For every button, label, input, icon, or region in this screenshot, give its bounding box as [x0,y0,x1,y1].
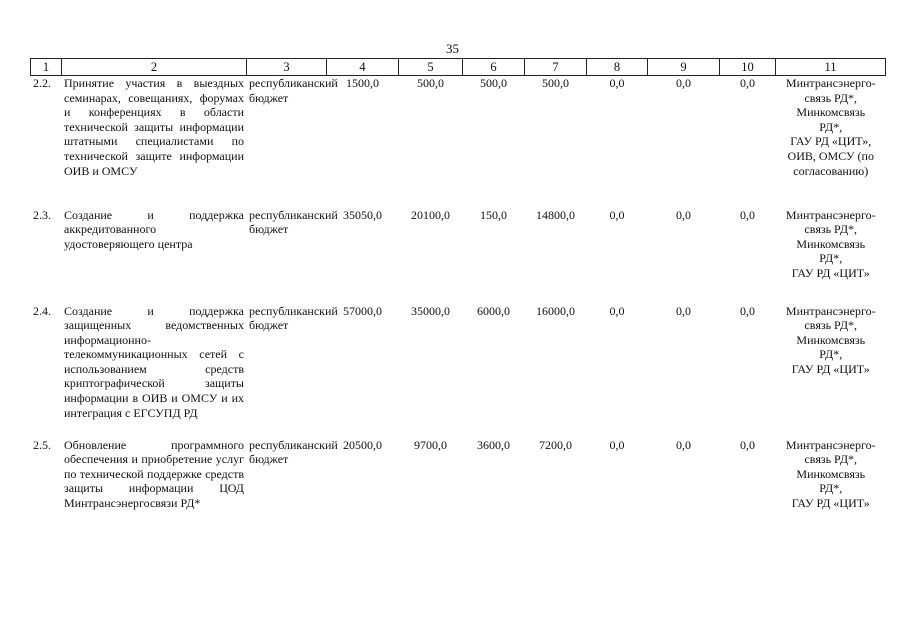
funding-source: республиканский бюджет [249,76,338,105]
program-table [30,58,886,534]
value-cell: 500,0 [417,76,444,90]
executor-line: связь РД*, [804,222,858,237]
value-cell: 0,0 [609,207,625,222]
value-cell: 1500,0 [346,76,379,90]
executor-line: Минкомсвязь [796,236,866,251]
executor-line: РД*, [819,251,843,266]
value-cell: 0,0 [609,303,625,318]
value-cell: 9700,0 [414,437,447,452]
executors-cell [776,76,886,208]
table-row [31,76,886,208]
value-cell: 0,0 [740,76,755,90]
executor-line: Минтрансэнерго- [785,207,876,222]
executor-line: РД*, [819,119,843,134]
executor-line: Минкомсвязь [796,332,866,347]
value-cell: 0,0 [609,437,625,452]
column-header: 1 [31,59,62,76]
column-header: 11 [776,59,886,76]
value-cell: 500,0 [480,76,507,90]
column-number-header-row [31,59,886,76]
row-description: Обновление программного обеспечения и приобретение услуг по технической поддержке средств защиты информации ЦОД Минтрансэнергосвязи РД* [64,437,244,510]
value-cell: 500,0 [542,76,569,90]
funding-source: республиканский бюджет [249,437,338,467]
value-cell: 16000,0 [536,303,575,318]
column-header: 2 [62,59,247,76]
value-cell: 57000,0 [343,303,382,318]
executor-line: согласованию) [793,163,869,178]
executor-line: Минкомсвязь [796,105,866,120]
executor-line: связь РД*, [804,90,858,105]
value-cell: 7200,0 [539,437,572,452]
value-cell: 20500,0 [343,437,382,452]
row-description: Принятие участия в выездных семинарах, совещаниях, форумах и конференциях в области технической защиты информации штатными специалистами по технической защите информации ОИВ и ОМСУ [64,76,244,178]
page-number: 35 [446,41,459,56]
column-header: 8 [587,59,648,76]
executor-line: ГАУ РД «ЦИТ» [791,265,870,280]
executor-line: Минтрансэнерго- [785,76,876,90]
row-number: 2.2. [33,76,51,90]
table-row [31,304,886,438]
executor-line: РД*, [819,481,843,496]
value-cell: 6000,0 [477,303,510,318]
row-number: 2.3. [33,207,51,222]
value-cell: 14800,0 [536,207,575,222]
column-header: 10 [720,59,776,76]
value-cell: 3600,0 [477,437,510,452]
funding-source: республиканский бюджет [249,303,338,333]
executor-line: ГАУ РД «ЦИТ» [791,361,870,376]
executor-line: связь РД*, [804,318,858,333]
executor-line: ОИВ, ОМСУ (по [787,148,874,163]
executors-cell [776,208,886,304]
row-number: 2.5. [33,437,51,452]
row-description: Создание и поддержка аккредитованного удостоверяющего центра [64,207,244,251]
value-cell: 20100,0 [411,207,450,222]
funding-source: республиканский бюджет [249,207,338,237]
value-cell: 35050,0 [343,207,382,222]
table-row [31,208,886,304]
value-cell: 0,0 [740,207,755,222]
column-header: 6 [463,59,525,76]
column-header: 4 [327,59,399,76]
column-header: 9 [648,59,720,76]
column-header: 3 [247,59,327,76]
executors-cell [776,304,886,438]
column-header: 5 [399,59,463,76]
value-cell: 0,0 [676,76,691,90]
executor-line: ГАУ РД «ЦИТ» [791,495,870,510]
value-cell: 0,0 [676,303,691,318]
table-row [31,438,886,534]
value-cell: 0,0 [609,76,625,90]
value-cell: 0,0 [676,207,691,222]
value-cell: 0,0 [740,303,755,318]
executors-cell [776,438,886,534]
executor-line: связь РД*, [804,452,858,467]
executor-line: ГАУ РД «ЦИТ», [790,134,872,149]
executor-line: РД*, [819,347,843,362]
value-cell: 35000,0 [411,303,450,318]
row-number: 2.4. [33,303,51,318]
row-description: Создание и поддержка защищенных ведомственных информационно-телекоммуникационных сетей с использованием средств криптографической защиты информации в ОИВ и ОМСУ и их интеграция с ЕГСУПД РД [64,303,244,420]
executor-line: Минкомсвязь [796,466,866,481]
executor-line: Минтрансэнерго- [785,303,876,318]
value-cell: 0,0 [676,437,691,452]
value-cell: 0,0 [740,437,755,452]
value-cell: 150,0 [480,207,507,222]
column-header: 7 [525,59,587,76]
executor-line: Минтрансэнерго- [785,437,876,452]
